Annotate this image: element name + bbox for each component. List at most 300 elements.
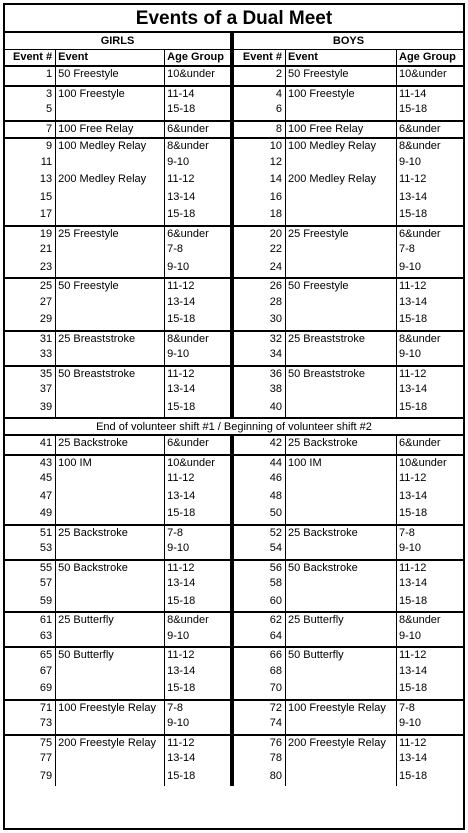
age-group: 10&under xyxy=(399,68,447,80)
girls-event xyxy=(5,155,234,173)
event-number: 45 xyxy=(5,471,56,489)
age-group: 13-14 xyxy=(399,752,428,764)
age-group: 11-12 xyxy=(167,173,195,185)
event-number: 34 xyxy=(234,347,286,365)
girls-event xyxy=(5,471,234,489)
table-row xyxy=(5,172,463,190)
event-name xyxy=(56,751,165,769)
girls-event xyxy=(5,332,234,348)
event-number: 74 xyxy=(234,716,286,734)
age-group: 11-12 xyxy=(399,367,427,380)
girls-event xyxy=(5,172,234,190)
event-name xyxy=(286,400,397,418)
event-number: 20 xyxy=(234,227,286,243)
girls-event xyxy=(5,769,234,787)
event-name xyxy=(56,312,165,330)
table-row xyxy=(5,207,463,225)
event-number: 38 xyxy=(234,382,286,400)
boys-event xyxy=(234,436,463,454)
event-name: 200 Freestyle Relay xyxy=(56,736,165,752)
boys-column-headers xyxy=(234,50,463,65)
event-number: 24 xyxy=(234,260,286,278)
age-group: 15-18 xyxy=(399,682,428,694)
age-group: 15-18 xyxy=(399,769,428,782)
event-number: 56 xyxy=(234,561,286,577)
girls-header: GIRLS xyxy=(5,33,234,49)
age-group: 13-14 xyxy=(399,577,428,589)
col-age-group-header: Age Group xyxy=(167,51,224,63)
age-group: 15-18 xyxy=(167,769,196,782)
event-name xyxy=(286,207,397,225)
boys-event xyxy=(234,155,463,173)
girls-event xyxy=(5,87,234,103)
event-name: 50 Breaststroke xyxy=(286,367,397,383)
event-name xyxy=(56,155,165,173)
event-name xyxy=(286,190,397,208)
event-name: 25 Backstroke xyxy=(286,436,397,454)
age-group: 6&under xyxy=(167,227,209,240)
age-group: 13-14 xyxy=(399,295,428,308)
col-event-num-header: Event # xyxy=(234,50,286,65)
table-row xyxy=(5,471,463,489)
table-row xyxy=(5,85,463,103)
event-name xyxy=(286,576,397,594)
table-row xyxy=(5,489,463,507)
age-group: 13-14 xyxy=(167,190,196,203)
event-name xyxy=(286,102,397,120)
girls-event xyxy=(5,526,234,542)
event-name: 25 Freestyle xyxy=(286,227,397,243)
event-name xyxy=(56,716,165,734)
girls-event xyxy=(5,279,234,295)
event-number: 54 xyxy=(234,541,286,559)
event-number: 32 xyxy=(234,332,286,348)
girls-event xyxy=(5,122,234,138)
col-age-group-header: Age Group xyxy=(399,51,456,63)
event-name xyxy=(56,190,165,208)
event-name: 25 Breaststroke xyxy=(56,332,165,348)
girls-event xyxy=(5,312,234,330)
age-group: 11-12 xyxy=(167,367,195,380)
age-group: 9-10 xyxy=(399,348,422,360)
boys-event xyxy=(234,613,463,629)
age-group: 15-18 xyxy=(399,507,428,519)
event-number: 15 xyxy=(5,190,56,208)
event-name xyxy=(286,347,397,365)
table-row xyxy=(5,312,463,330)
event-name: 200 Medley Relay xyxy=(286,172,397,190)
table-row xyxy=(5,347,463,365)
event-name xyxy=(286,260,397,278)
event-number: 68 xyxy=(234,664,286,682)
boys-event xyxy=(234,382,463,400)
event-name: 50 Freestyle xyxy=(286,279,397,295)
shift-1-events xyxy=(5,67,463,417)
age-group: 9-10 xyxy=(167,155,190,168)
event-name xyxy=(286,489,397,507)
age-group: 13-14 xyxy=(399,664,428,677)
boys-event xyxy=(234,541,463,559)
event-number: 77 xyxy=(5,751,56,769)
table-row xyxy=(5,734,463,752)
table-row xyxy=(5,400,463,418)
event-name xyxy=(56,629,165,647)
age-group: 13-14 xyxy=(167,664,196,677)
event-name xyxy=(286,506,397,524)
boys-event xyxy=(234,526,463,542)
shift-2-events xyxy=(5,436,463,786)
age-group: 7-8 xyxy=(399,701,415,714)
girls-event xyxy=(5,613,234,629)
table-row xyxy=(5,664,463,682)
event-name: 25 Backstroke xyxy=(56,526,165,542)
event-number: 57 xyxy=(5,576,56,594)
event-number: 78 xyxy=(234,751,286,769)
age-group: 8&under xyxy=(167,332,209,345)
event-number: 65 xyxy=(5,648,56,664)
event-number: 8 xyxy=(234,122,286,138)
event-number: 76 xyxy=(234,736,286,752)
table-row xyxy=(5,102,463,120)
boys-event xyxy=(234,701,463,717)
event-number: 31 xyxy=(5,332,56,348)
table-row xyxy=(5,629,463,647)
table-row xyxy=(5,436,463,454)
age-group: 9-10 xyxy=(167,260,190,273)
event-name: 100 Freestyle xyxy=(286,87,397,103)
age-group: 11-12 xyxy=(167,280,195,292)
event-number: 55 xyxy=(5,561,56,577)
girls-event xyxy=(5,716,234,734)
age-group: 7-8 xyxy=(167,526,184,539)
event-number: 1 xyxy=(5,67,56,85)
event-number: 41 xyxy=(5,436,56,454)
event-name xyxy=(286,681,397,699)
age-group: 11-12 xyxy=(399,561,427,574)
age-group: 15-18 xyxy=(167,103,196,115)
event-number: 69 xyxy=(5,681,56,699)
event-name: 100 Freestyle xyxy=(56,87,165,103)
event-name xyxy=(56,664,165,682)
age-group: 15-18 xyxy=(167,208,196,220)
event-name: 100 Freestyle Relay xyxy=(286,701,397,717)
event-name xyxy=(56,471,165,489)
event-number: 64 xyxy=(234,629,286,647)
event-number: 28 xyxy=(234,295,286,313)
boys-event xyxy=(234,279,463,295)
girls-event xyxy=(5,207,234,225)
girls-event xyxy=(5,506,234,524)
girls-event xyxy=(5,561,234,577)
boys-event xyxy=(234,312,463,330)
event-number: 6 xyxy=(234,102,286,120)
event-number: 42 xyxy=(234,436,286,454)
event-name xyxy=(56,382,165,400)
col-event-header: Event xyxy=(56,50,165,65)
event-name: 50 Butterfly xyxy=(286,648,397,664)
girls-event xyxy=(5,227,234,243)
girls-column-headers xyxy=(5,50,234,65)
event-name: 50 Freestyle xyxy=(56,67,165,85)
age-group: 11-12 xyxy=(399,173,427,185)
event-number: 49 xyxy=(5,506,56,524)
boys-event xyxy=(234,506,463,524)
event-number: 60 xyxy=(234,594,286,612)
age-group: 11-12 xyxy=(167,561,195,574)
boys-event xyxy=(234,260,463,278)
age-group: 15-18 xyxy=(399,400,428,413)
age-group: 11-12 xyxy=(167,736,195,749)
age-group: 13-14 xyxy=(399,383,428,395)
page-title: Events of a Dual Meet xyxy=(5,5,463,33)
age-group: 11-12 xyxy=(399,736,427,749)
age-group: 7-8 xyxy=(167,243,184,255)
girls-event xyxy=(5,102,234,120)
girls-event xyxy=(5,347,234,365)
age-group: 6&under xyxy=(167,122,209,135)
event-number: 29 xyxy=(5,312,56,330)
girls-event xyxy=(5,242,234,260)
boys-event xyxy=(234,332,463,348)
shift-divider: End of volunteer shift #1 / Beginning of volunteer shift #2 xyxy=(5,417,463,436)
girls-event xyxy=(5,67,234,85)
table-row xyxy=(5,699,463,717)
event-number: 61 xyxy=(5,613,56,629)
age-group: 15-18 xyxy=(167,313,196,325)
table-row xyxy=(5,67,463,85)
age-group: 9-10 xyxy=(399,717,422,729)
events-sheet xyxy=(3,3,465,830)
age-group: 15-18 xyxy=(167,400,196,413)
table-row xyxy=(5,382,463,400)
event-number: 18 xyxy=(234,207,286,225)
event-name: 25 Backstroke xyxy=(286,526,397,542)
age-group: 9-10 xyxy=(167,542,190,554)
event-number: 4 xyxy=(234,87,286,103)
age-group: 13-14 xyxy=(399,489,428,502)
boys-event xyxy=(234,67,463,85)
event-name xyxy=(56,681,165,699)
event-name: 50 Backstroke xyxy=(286,561,397,577)
event-number: 30 xyxy=(234,312,286,330)
age-group: 15-18 xyxy=(399,594,428,607)
boys-event xyxy=(234,561,463,577)
boys-event xyxy=(234,190,463,208)
gender-header-row xyxy=(5,33,463,50)
age-group: 9-10 xyxy=(399,155,422,168)
event-number: 12 xyxy=(234,155,286,173)
boys-event xyxy=(234,471,463,489)
girls-event xyxy=(5,190,234,208)
age-group: 13-14 xyxy=(167,489,196,502)
age-group: 13-14 xyxy=(167,383,196,395)
event-number: 40 xyxy=(234,400,286,418)
table-row xyxy=(5,242,463,260)
age-group: 9-10 xyxy=(399,542,422,554)
age-group: 6&under xyxy=(167,437,209,449)
age-group: 10&under xyxy=(167,456,215,469)
boys-event xyxy=(234,172,463,190)
girls-event xyxy=(5,295,234,313)
event-name xyxy=(286,664,397,682)
event-number: 37 xyxy=(5,382,56,400)
event-number: 73 xyxy=(5,716,56,734)
age-group: 15-18 xyxy=(167,682,196,694)
table-row xyxy=(5,769,463,787)
girls-event xyxy=(5,681,234,699)
table-row xyxy=(5,295,463,313)
event-name xyxy=(286,716,397,734)
table-row xyxy=(5,559,463,577)
boys-event xyxy=(234,629,463,647)
event-name: 25 Butterfly xyxy=(56,613,165,629)
age-group: 15-18 xyxy=(399,313,428,325)
event-number: 7 xyxy=(5,122,56,138)
age-group: 11-12 xyxy=(399,280,427,292)
girls-event xyxy=(5,489,234,507)
boys-event xyxy=(234,456,463,472)
boys-event xyxy=(234,295,463,313)
event-name xyxy=(56,506,165,524)
age-group: 11-12 xyxy=(167,649,195,661)
event-number: 62 xyxy=(234,613,286,629)
boys-event xyxy=(234,400,463,418)
age-group: 8&under xyxy=(167,614,209,626)
event-number: 33 xyxy=(5,347,56,365)
boys-event xyxy=(234,736,463,752)
event-number: 9 xyxy=(5,139,56,155)
table-row xyxy=(5,120,463,138)
event-number: 72 xyxy=(234,701,286,717)
event-name xyxy=(286,382,397,400)
age-group: 11-12 xyxy=(399,472,427,484)
event-number: 3 xyxy=(5,87,56,103)
girls-event xyxy=(5,629,234,647)
table-row xyxy=(5,594,463,612)
age-group: 15-18 xyxy=(399,208,428,220)
table-row xyxy=(5,681,463,699)
event-name xyxy=(56,242,165,260)
event-number: 10 xyxy=(234,139,286,155)
girls-event xyxy=(5,664,234,682)
table-row xyxy=(5,454,463,472)
event-number: 71 xyxy=(5,701,56,717)
age-group: 8&under xyxy=(399,614,441,626)
event-name: 200 Medley Relay xyxy=(56,172,165,190)
event-name: 200 Freestyle Relay xyxy=(286,736,397,752)
table-row xyxy=(5,155,463,173)
event-name: 100 IM xyxy=(286,456,397,472)
table-row xyxy=(5,225,463,243)
girls-event xyxy=(5,400,234,418)
table-row xyxy=(5,646,463,664)
boys-event xyxy=(234,102,463,120)
event-name xyxy=(286,629,397,647)
table-row xyxy=(5,190,463,208)
event-name xyxy=(56,594,165,612)
boys-event xyxy=(234,242,463,260)
table-row xyxy=(5,611,463,629)
girls-event xyxy=(5,456,234,472)
age-group: 15-18 xyxy=(167,507,196,519)
col-event-num-header: Event # xyxy=(5,50,56,65)
age-group: 6&under xyxy=(399,227,441,240)
event-name xyxy=(286,312,397,330)
age-group: 8&under xyxy=(399,332,441,345)
event-name: 50 Butterfly xyxy=(56,648,165,664)
boys-event xyxy=(234,367,463,383)
event-number: 58 xyxy=(234,576,286,594)
age-group: 11-12 xyxy=(399,649,427,661)
event-number: 53 xyxy=(5,541,56,559)
boys-event xyxy=(234,664,463,682)
age-group: 11-12 xyxy=(167,472,195,484)
event-number: 27 xyxy=(5,295,56,313)
table-row xyxy=(5,576,463,594)
event-name xyxy=(56,769,165,787)
event-name xyxy=(286,471,397,489)
girls-event xyxy=(5,736,234,752)
event-name xyxy=(286,769,397,787)
event-name xyxy=(56,347,165,365)
col-event-header: Event xyxy=(286,50,397,65)
event-name: 100 Medley Relay xyxy=(56,139,165,155)
event-number: 48 xyxy=(234,489,286,507)
girls-event xyxy=(5,260,234,278)
event-number: 21 xyxy=(5,242,56,260)
age-group: 15-18 xyxy=(167,594,196,607)
girls-event xyxy=(5,594,234,612)
table-row xyxy=(5,277,463,295)
boys-event xyxy=(234,576,463,594)
age-group: 10&under xyxy=(167,68,215,80)
girls-event xyxy=(5,367,234,383)
event-name xyxy=(56,260,165,278)
age-group: 11-14 xyxy=(167,87,195,100)
event-number: 25 xyxy=(5,279,56,295)
age-group: 8&under xyxy=(399,140,441,152)
age-group: 6&under xyxy=(399,122,441,135)
event-name xyxy=(56,400,165,418)
boys-event xyxy=(234,594,463,612)
event-name xyxy=(56,295,165,313)
event-number: 26 xyxy=(234,279,286,295)
boys-event xyxy=(234,227,463,243)
age-group: 7-8 xyxy=(399,243,415,255)
event-number: 79 xyxy=(5,769,56,787)
age-group: 13-14 xyxy=(167,295,196,308)
boys-event xyxy=(234,751,463,769)
event-number: 23 xyxy=(5,260,56,278)
age-group: 7-8 xyxy=(167,701,184,714)
age-group: 9-10 xyxy=(167,348,190,360)
table-row xyxy=(5,541,463,559)
event-name xyxy=(56,541,165,559)
age-group: 13-14 xyxy=(167,577,196,589)
event-number: 80 xyxy=(234,769,286,787)
boys-event xyxy=(234,207,463,225)
event-number: 43 xyxy=(5,456,56,472)
event-number: 17 xyxy=(5,207,56,225)
boys-event xyxy=(234,769,463,787)
event-number: 52 xyxy=(234,526,286,542)
boys-event xyxy=(234,122,463,138)
event-number: 46 xyxy=(234,471,286,489)
age-group: 9-10 xyxy=(167,629,190,642)
event-name: 25 Butterfly xyxy=(286,613,397,629)
event-number: 47 xyxy=(5,489,56,507)
event-number: 19 xyxy=(5,227,56,243)
